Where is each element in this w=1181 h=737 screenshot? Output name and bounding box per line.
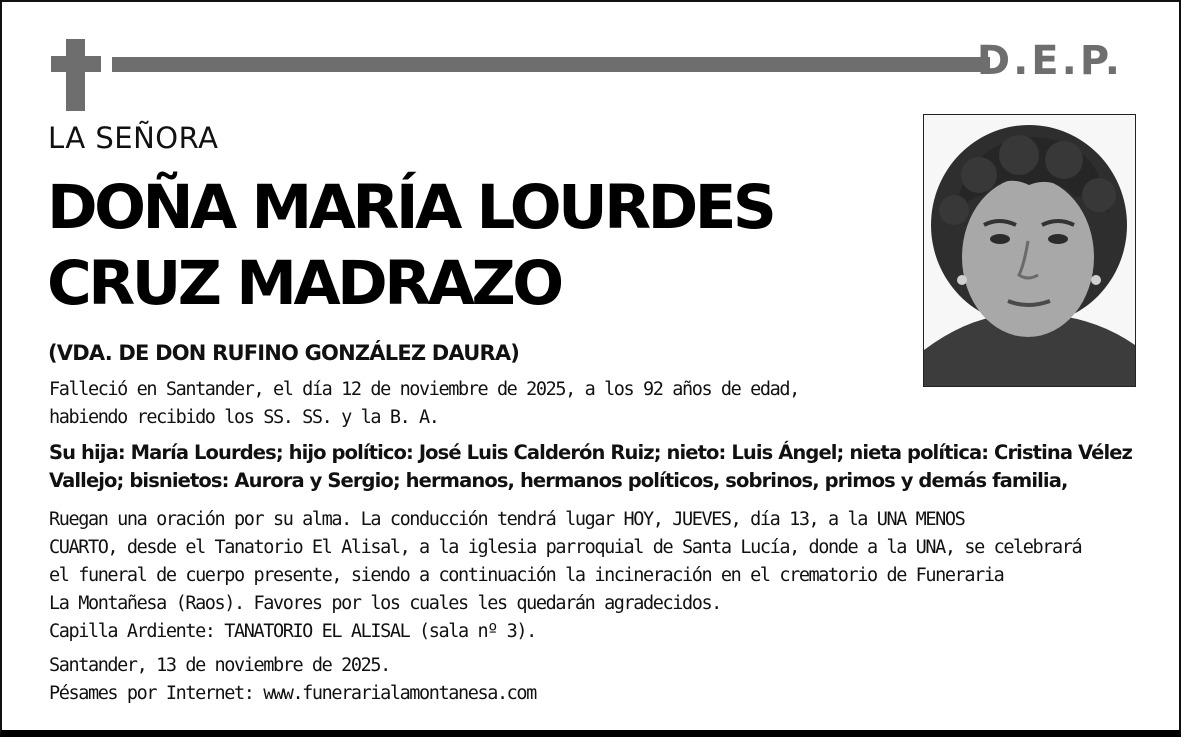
portrait-photo [923,114,1136,387]
cross-icon [51,39,101,111]
ceremony-line-5: Capilla Ardiente: TANATORIO EL ALISAL (sala nº 3). [49,621,536,642]
footer [49,652,536,708]
ceremony-line-1: Ruegan una oración por su alma. La conducción tendrá lugar HOY, JUEVES, día 13, a la UNA MENOS [49,509,965,530]
ceremony-line-3: el funeral de cuerpo presente, siendo a continuación la incineración en el crematorio de Funeraria [49,565,1004,586]
ceremony-line-2: CUARTO, desde el Tanatorio El Alisal, a la iglesia parroquial de Santa Lucía, donde a la UNA, se celebrará [49,537,1082,558]
family-list [49,439,1132,495]
death-notice-line-2: habiendo recibido los SS. SS. y la B. A. [49,407,439,428]
family-line-2: Vallejo; bisnietos: Aurora y Sergio; hermanos, hermanos políticos, sobrinos, primos y demás familia, [49,469,1068,492]
place-date: Santander, 13 de noviembre de 2025. [49,655,390,676]
name-line-2: CRUZ MADRAZO [47,248,561,319]
death-notice [49,376,799,432]
name-line-1: DOÑA MARÍA LOURDES [47,172,774,243]
deceased-name [47,170,773,322]
death-notice-line-1: Falleció en Santander, el día 12 de noviembre de 2025, a los 92 años de edad, [49,379,799,400]
condolences-url: Pésames por Internet: www.funerarialamontanesa.com [49,683,536,704]
ceremony-details [49,506,1081,646]
dep-label: D.E.P. [976,38,1123,84]
ceremony-line-4: La Montañesa (Raos). Favores por los cuales les quedarán agradecidos. [49,593,721,614]
widow-of: (VDA. DE DON RUFINO GONZÁLEZ DAURA) [48,341,520,365]
family-line-1: Su hija: María Lourdes; hijo político: José Luis Calderón Ruiz; nieto: Luis Ángel; nieta política: Cristina Vélez [49,441,1133,464]
header-rule [112,57,990,72]
honorific-prefix: LA SEÑORA [48,121,219,155]
